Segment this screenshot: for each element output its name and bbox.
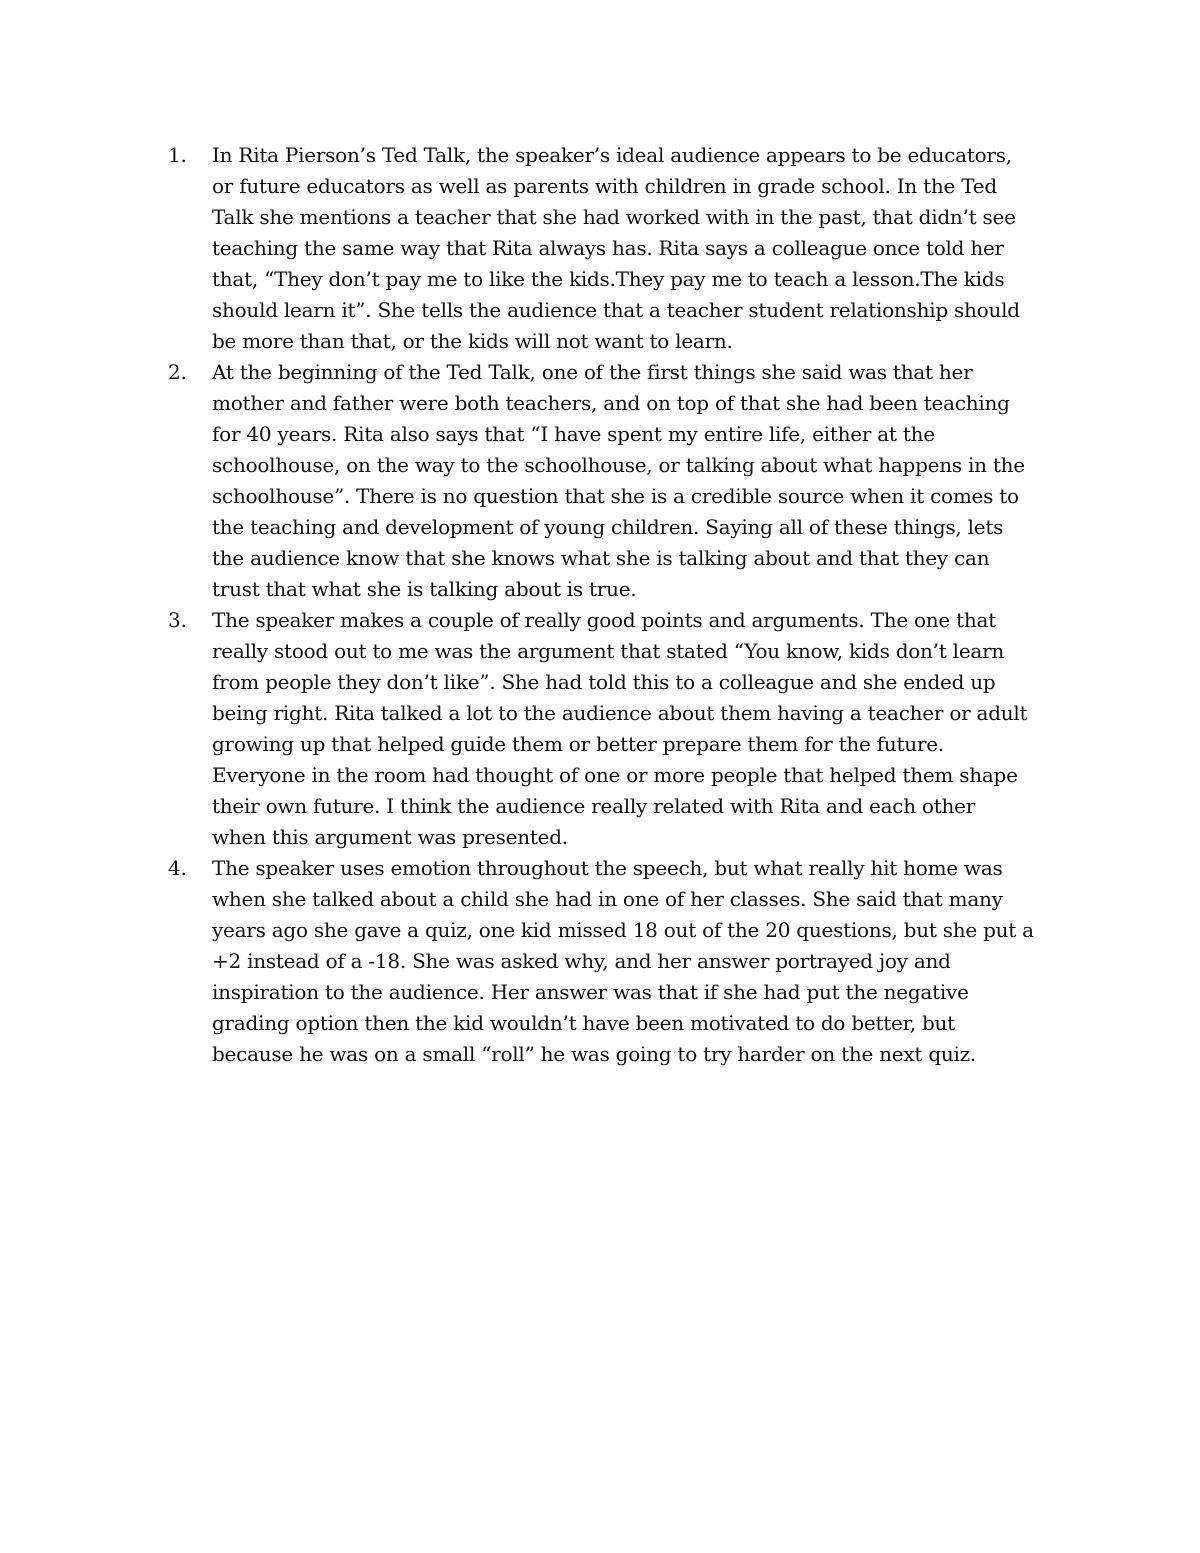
text-line: schoolhouse, on the way to the schoolhouse, or talking about what happens in the <box>212 453 1025 477</box>
text-line: The speaker uses emotion throughout the speech, but what really hit home was <box>212 856 1003 880</box>
text-line: the audience know that she knows what she is talking about and that they can <box>212 546 990 570</box>
text-line: or future educators as well as parents with children in grade school. In the Ted <box>212 174 997 198</box>
list-number: 2. <box>168 360 187 384</box>
text-line: The speaker makes a couple of really good points and arguments. The one that <box>212 608 997 632</box>
text-line: should learn it”. She tells the audience that a teacher student relationship should <box>212 298 1020 322</box>
text-line: At the beginning of the Ted Talk, one of the first things she said was that her <box>212 360 973 384</box>
text-line: growing up that helped guide them or better prepare them for the future. <box>212 732 944 756</box>
list-number: 1. <box>168 143 187 167</box>
list-item-text <box>212 357 1068 605</box>
list-item-text <box>212 605 1068 853</box>
text-line: because he was on a small “roll” he was going to try harder on the next quiz. <box>212 1042 977 1066</box>
text-line: from people they don’t like”. She had told this to a colleague and she ended up <box>212 670 996 694</box>
text-line: schoolhouse”. There is no question that she is a credible source when it comes to <box>212 484 1019 508</box>
text-line: inspiration to the audience. Her answer was that if she had put the negative <box>212 980 969 1004</box>
text-line: teaching the same way that Rita always has. Rita says a colleague once told her <box>212 236 1004 260</box>
list-item-3 <box>168 605 1068 853</box>
list-number: 3. <box>168 608 187 632</box>
text-line: when this argument was presented. <box>212 825 568 849</box>
text-line: +2 instead of a -18. She was asked why, and her answer portrayed joy and <box>212 949 951 973</box>
text-line: for 40 years. Rita also says that “I have spent my entire life, either at the <box>212 422 935 446</box>
text-line: trust that what she is talking about is true. <box>212 577 637 601</box>
text-line: their own future. I think the audience really related with Rita and each other <box>212 794 976 818</box>
list-item-2 <box>168 357 1068 605</box>
text-line: being right. Rita talked a lot to the audience about them having a teacher or adult <box>212 701 1028 725</box>
text-line: mother and father were both teachers, and on top of that she had been teaching <box>212 391 1010 415</box>
text-line: that, “They don’t pay me to like the kids.They pay me to teach a lesson.The kids <box>212 267 1005 291</box>
text-line: Talk she mentions a teacher that she had worked with in the past, that didn’t see <box>212 205 1016 229</box>
text-line: be more than that, or the kids will not want to learn. <box>212 329 733 353</box>
text-line: the teaching and development of young children. Saying all of these things, lets <box>212 515 1004 539</box>
list-item-text <box>212 853 1068 1070</box>
list-item-text <box>212 140 1068 357</box>
text-line: years ago she gave a quiz, one kid missed 18 out of the 20 questions, but she put a <box>212 918 1034 942</box>
text-line: really stood out to me was the argument that stated “You know, kids don’t learn <box>212 639 1005 663</box>
list-item-4 <box>168 853 1068 1070</box>
numbered-list <box>168 140 1068 1070</box>
list-item-1 <box>168 140 1068 357</box>
list-number: 4. <box>168 856 187 880</box>
text-line: grading option then the kid wouldn’t have been motivated to do better, but <box>212 1011 955 1035</box>
text-line: Everyone in the room had thought of one or more people that helped them shape <box>212 763 1018 787</box>
text-line: In Rita Pierson’s Ted Talk, the speaker’s ideal audience appears to be educators, <box>212 143 1012 167</box>
text-line: when she talked about a child she had in one of her classes. She said that many <box>212 887 1003 911</box>
